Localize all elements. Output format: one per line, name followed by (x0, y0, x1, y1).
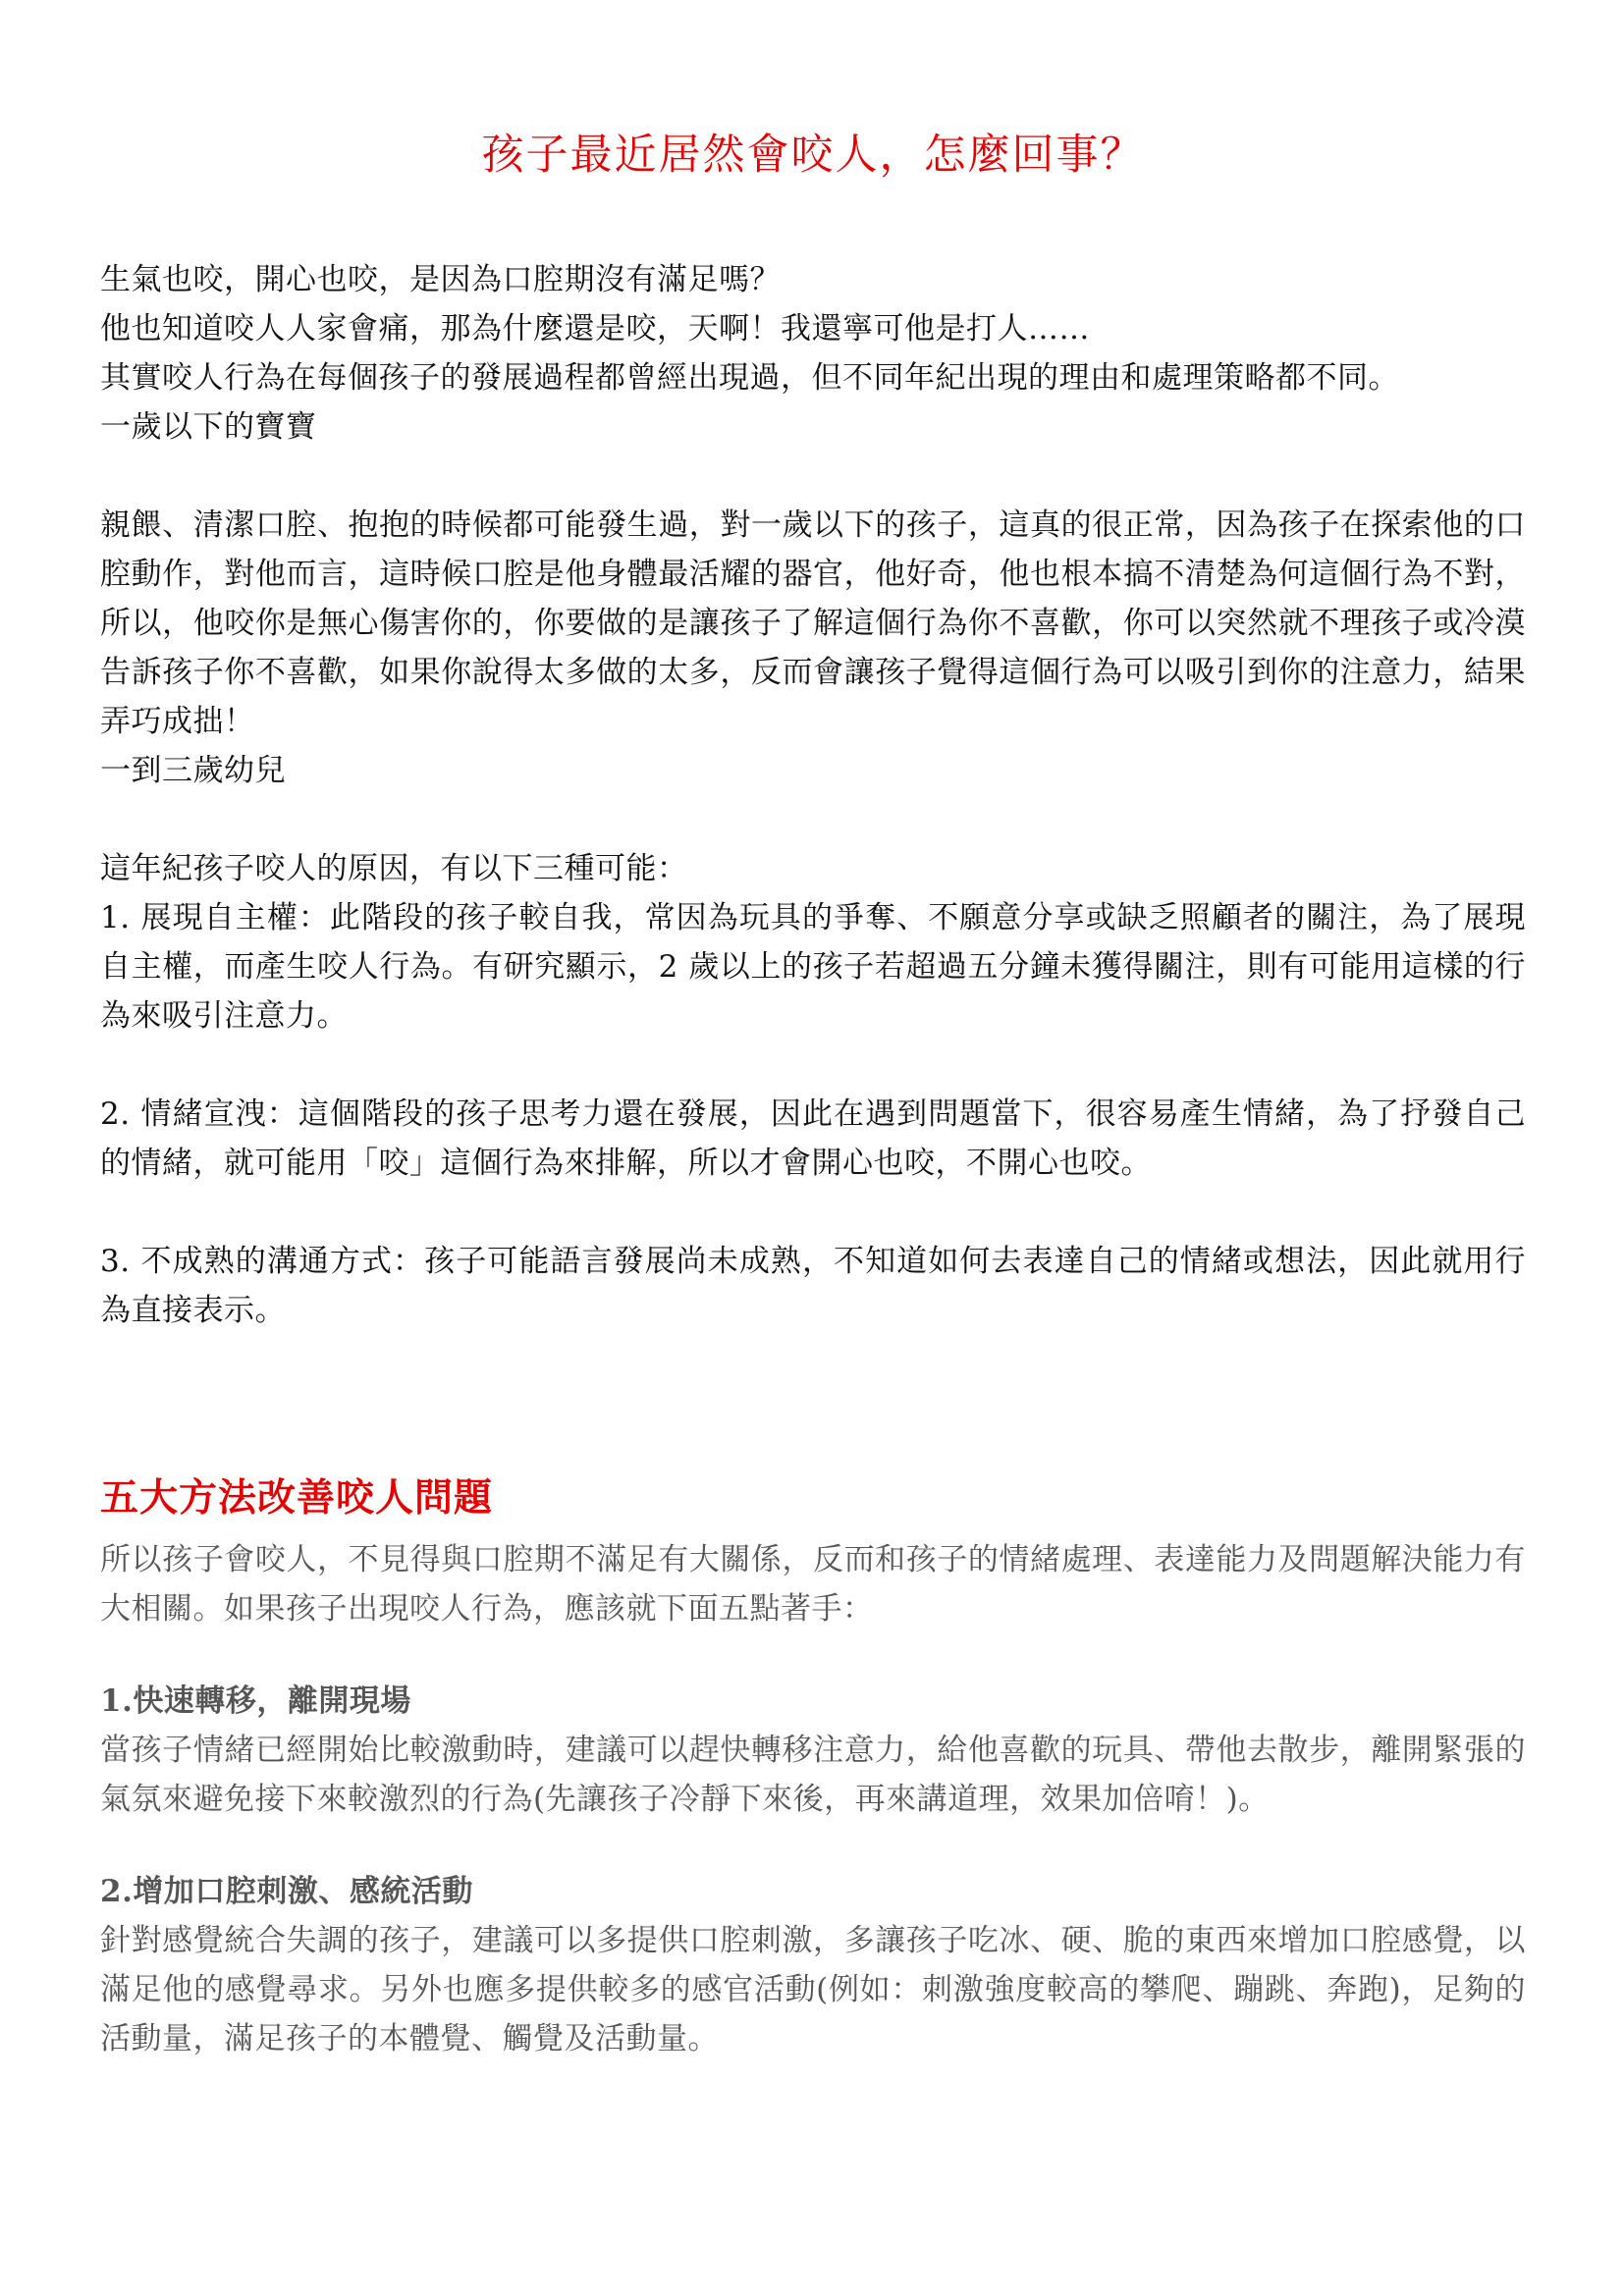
heading-under-one: 一歲以下的寶寶 (100, 409, 317, 445)
method-1-body: 當孩子情緒已經開始比較激動時，建議可以趕快轉移注意力，給他喜歡的玩具、帶他去散步，離開緊張的氣氛來避免接下來較激烈的行為(先讓孩子冷靜下來後，再來講道理，效果加倍唷！)。 (100, 1733, 1526, 1817)
method-1-title: 1.快速轉移，離開現場 (100, 1683, 411, 1719)
reason-2: 2. 情緒宣洩：這個階段的孩子思考力還在發展，因此在遇到問題當下，很容易產生情緒，為了抒發自己的情緒，就可能用「咬」這個行為來排解，所以才會開心也咬，不開心也咬。 (100, 1096, 1526, 1181)
intro-line-2: 他也知道咬人人家會痛，那為什麼還是咬，天啊！我還寧可他是打人…… (100, 311, 1090, 347)
intro-line-3: 其實咬人行為在每個孩子的發展過程都曾經出現過，但不同年紀出現的理由和處理策略都不同。 (100, 360, 1399, 396)
page-title: 孩子最近居然會咬人，怎麼回事？ (481, 131, 1145, 180)
methods-heading: 五大方法改善咬人問題 (100, 1475, 494, 1521)
heading-one-to-three: 一到三歲幼兒 (100, 753, 286, 788)
method-2-title: 2.增加口腔刺激、感統活動 (100, 1874, 473, 1909)
under-one-body: 親餵、清潔口腔、抱抱的時候都可能發生過，對一歲以下的孩子，這真的很正常，因為孩子在探索他的口腔動作，對他而言，這時候口腔是他身體最活耀的器官，他好奇，他也根本搞不清楚為何這個行為不對，所以，他咬你是無心傷害你的，你要做的是讓孩子了解這個行為你不喜歡，你可以突然就不理孩子或冷漠告訴孩子你不喜歡，如果你說得太多做的太多，反而會讓孩子覺得這個行為可以吸引到你的注意力，結果弄巧成拙！ (100, 507, 1526, 739)
reason-1: 1. 展現自主權：此階段的孩子較自我，常因為玩具的爭奪、不願意分享或缺乏照顧者的關注，為了展現自主權，而產生咬人行為。有研究顯示，2 歲以上的孩子若超過五分鐘未獲得關注，則有可能用這樣的行為來吸引注意力。 (100, 900, 1526, 1034)
reason-3: 3. 不成熟的溝通方式：孩子可能語言發展尚未成熟，不知道如何去表達自己的情緒或想法，因此就用行為直接表示。 (100, 1244, 1526, 1328)
intro-line-1: 生氣也咬，開心也咬，是因為口腔期沒有滿足嗎？ (100, 262, 781, 297)
method-2-body: 針對感覺統合失調的孩子，建議可以多提供口腔刺激，多讓孩子吃冰、硬、脆的東西來增加口腔感覺，以滿足他的感覺尋求。另外也應多提供較多的感官活動(例如：刺激強度較高的攀爬、蹦跳、奔跑)，足夠的活動量，滿足孩子的本體覺、觸覺及活動量。 (100, 1923, 1526, 2056)
methods-intro: 所以孩子會咬人，不見得與口腔期不滿足有大關係，反而和孩子的情緒處理、表達能力及問題解決能力有大相關。如果孩子出現咬人行為，應該就下面五點著手： (100, 1542, 1526, 1627)
reasons-lead: 這年紀孩子咬人的原因，有以下三種可能： (100, 851, 688, 886)
